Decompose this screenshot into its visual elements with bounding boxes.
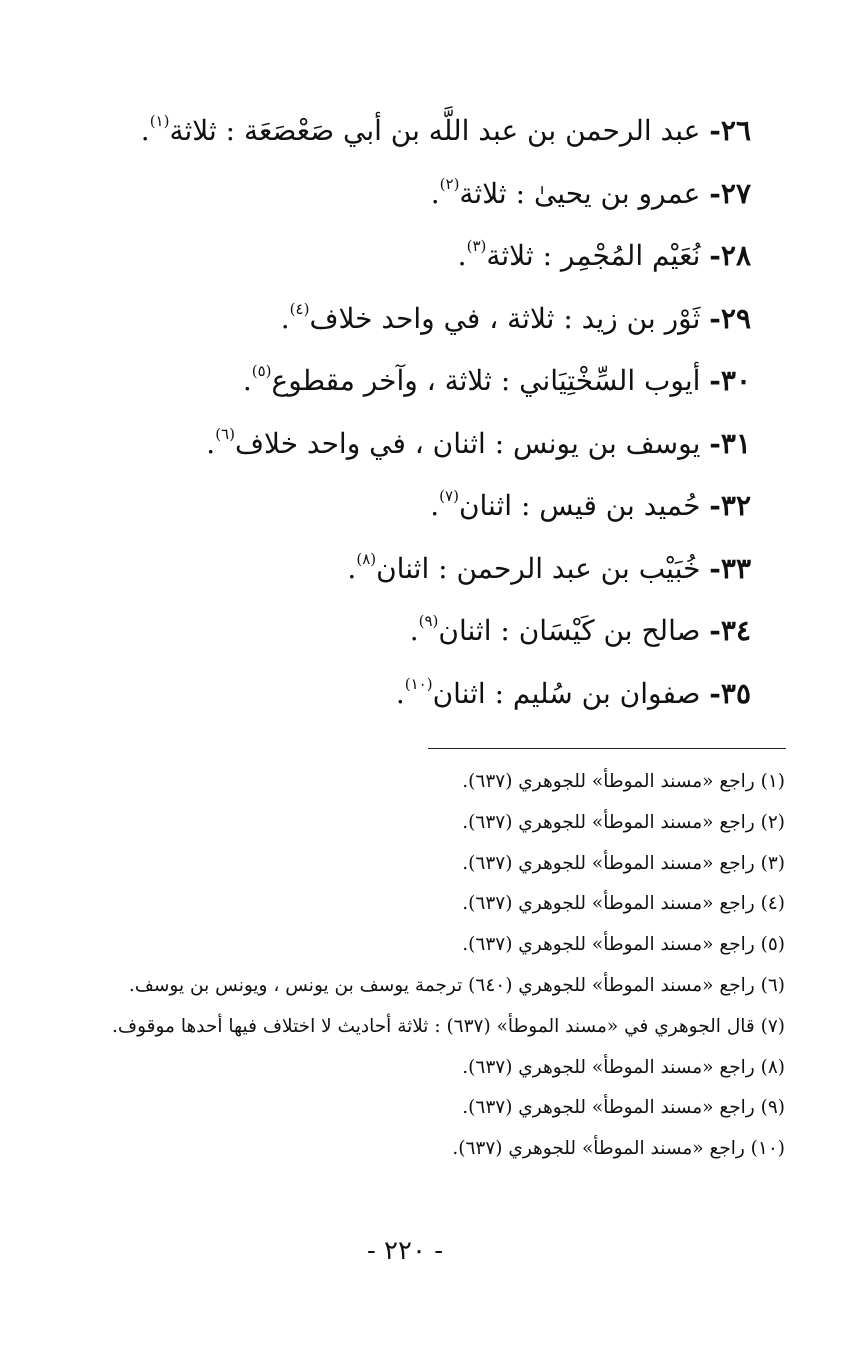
entry-number: ٢٦- <box>709 114 751 147</box>
narrator-entry <box>51 413 751 476</box>
footnote: (٤) راجع «مسند الموطأ» للجوهري (٦٣٧). <box>462 893 785 915</box>
footnote-ref[interactable]: (٤) <box>289 299 310 318</box>
entry-text: خُبَيْب بن عبد الرحمن : اثنان <box>376 551 710 585</box>
footnote: (١٠) راجع «مسند الموطأ» للجوهري (٦٣٧). <box>452 1138 785 1160</box>
entry-text: يوسف بن يونس : اثنان ، في واحد خلاف <box>234 426 710 460</box>
footnote-ref[interactable]: (٧) <box>439 487 459 505</box>
footnote-ref[interactable]: (٢) <box>439 174 460 193</box>
entry-end: . <box>430 489 440 522</box>
entry-end: . <box>347 551 357 585</box>
entry-number: ٣٠- <box>709 364 751 397</box>
entry-text: أيوب السِّخْتِيَاني : ثلاثة ، وآخر مقطوع <box>271 364 710 397</box>
entry-end: . <box>242 364 252 397</box>
footnote-ref[interactable]: (٦) <box>215 424 235 443</box>
entry-text: نُعَيْم المُجْمِر : ثلاثة <box>486 239 710 272</box>
entry-number: ٢٩- <box>709 301 751 335</box>
page-number: - ٢٢٠ - <box>366 1236 444 1266</box>
footnote-ref[interactable]: (٥) <box>251 362 272 380</box>
entry-end: . <box>206 426 216 460</box>
footnote: (٧) قال الجوهري في «مسند الموطأ» (٦٣٧) : ثلاثة أحاديث لا اختلاف فيها أحدها موقوف. <box>112 1015 785 1037</box>
footnote-ref[interactable]: (٩) <box>418 612 439 630</box>
narrator-entry <box>51 100 751 163</box>
narrator-entry <box>51 288 751 351</box>
narrator-entry <box>51 350 751 413</box>
entry-text: عبد الرحمن بن عبد اللَّه بن أبي صَعْصَعَة : ثلاثة <box>169 114 710 147</box>
entry-end: . <box>430 176 440 210</box>
narrator-entry <box>51 600 751 663</box>
entry-number: ٣٢- <box>709 489 751 522</box>
narrator-entry <box>51 538 751 601</box>
entry-end: . <box>395 676 405 710</box>
entry-text: صفوان بن سُليم : اثنان <box>432 676 710 710</box>
footnote-divider <box>428 748 786 749</box>
entry-number: ٢٨- <box>709 239 751 272</box>
entry-number: ٣١- <box>709 426 751 460</box>
narrator-entry <box>51 475 751 538</box>
entry-number: ٣٣- <box>709 551 751 585</box>
entry-text: حُميد بن قيس : اثنان <box>458 489 710 522</box>
footnote: (٣) راجع «مسند الموطأ» للجوهري (٦٣٧). <box>462 852 785 874</box>
footnote: (٩) راجع «مسند الموطأ» للجوهري (٦٣٧). <box>462 1097 785 1119</box>
footnote: (٥) راجع «مسند الموطأ» للجوهري (٦٣٧). <box>462 934 785 956</box>
footnote: (١) راجع «مسند الموطأ» للجوهري (٦٣٧). <box>462 771 785 792</box>
entry-number: ٣٤- <box>709 614 751 647</box>
footnote: (٦) راجع «مسند الموطأ» للجوهري (٦٤٠) ترجمة يوسف بن يونس ، ويونس بن يوسف. <box>128 974 785 996</box>
footnote-ref[interactable]: (٨) <box>356 549 377 568</box>
entry-number: ٢٧- <box>709 176 751 210</box>
footnote-ref[interactable]: (١) <box>149 112 170 130</box>
narrator-entry <box>51 663 751 726</box>
entry-text: ثَوْر بن زيد : ثلاثة ، في واحد خلاف <box>309 301 710 335</box>
entry-number: ٣٥- <box>709 676 751 710</box>
entry-end: . <box>140 114 150 147</box>
narrator-entry <box>51 163 751 226</box>
entry-end: . <box>409 614 419 647</box>
entry-text: صالح بن كَيْسَان : اثنان <box>438 614 710 647</box>
narrator-entry <box>51 225 751 288</box>
narrators-list <box>51 100 751 725</box>
footnote-ref[interactable]: (٣) <box>466 237 487 255</box>
entry-text: عمرو بن يحيىٰ : ثلاثة <box>459 176 710 210</box>
footnote-ref[interactable]: (١٠) <box>404 674 433 693</box>
footnotes-section <box>29 762 785 1170</box>
footnote: (٨) راجع «مسند الموطأ» للجوهري (٦٣٧). <box>462 1056 785 1078</box>
entry-end: . <box>280 301 290 335</box>
footnote: (٢) راجع «مسند الموطأ» للجوهري (٦٣٧). <box>462 811 785 833</box>
entry-end: . <box>457 239 467 272</box>
